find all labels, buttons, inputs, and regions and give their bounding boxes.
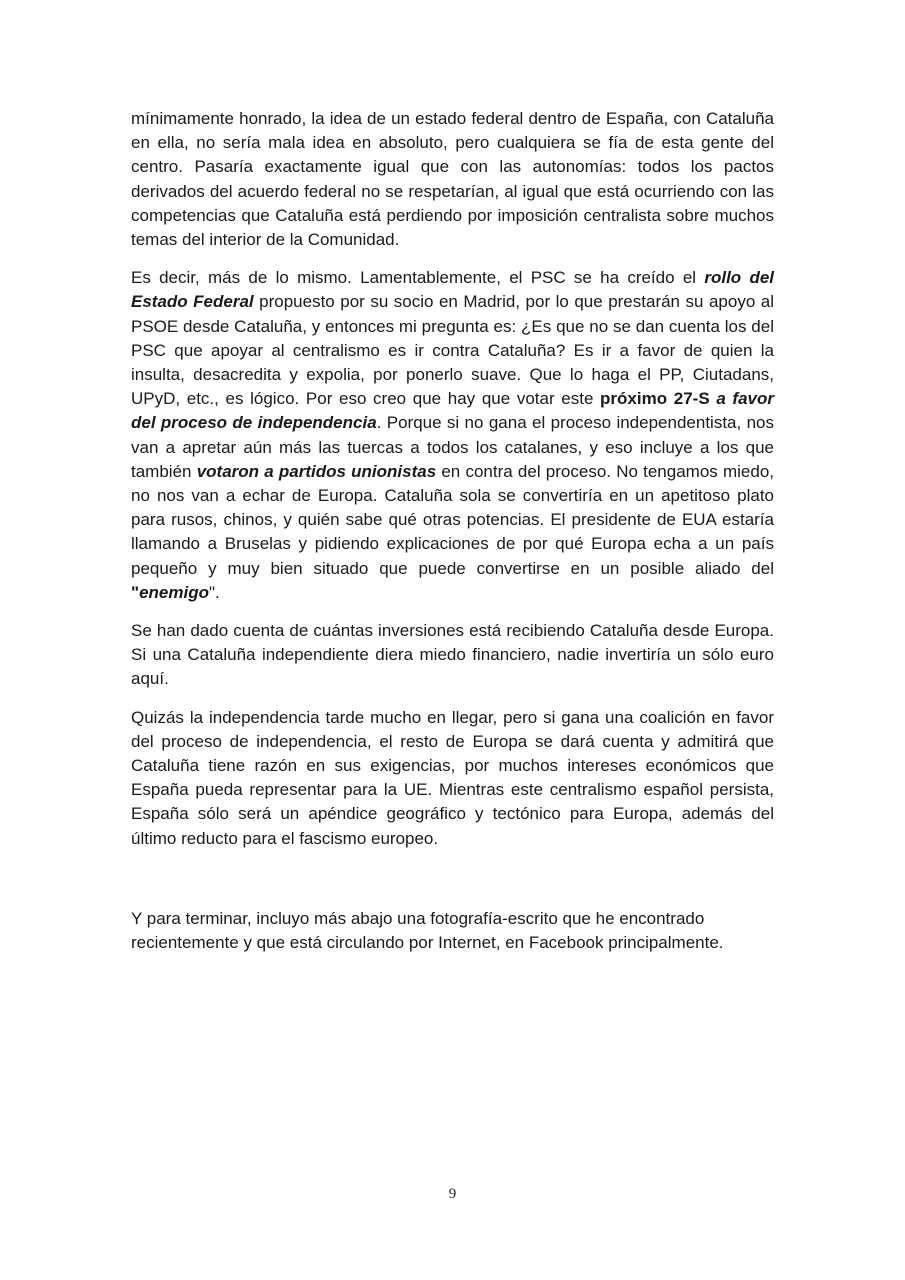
paragraph-5: Y para terminar, incluyo más abajo una fotografía-escrito que he encontrado recientemente y que está circulando por Internet, en Facebook principalmente. <box>131 908 724 953</box>
paragraph-2 <box>131 266 774 605</box>
paragraph-4: Quizás la independencia tarde mucho en llegar, pero si gana una coalición en favor del proceso de independencia, el resto de Europa se dará cuenta y admitirá que Cataluña tiene razón en sus exigencias, por muchos intereses económicos que España pueda representar para la UE. Mientras este centralismo español persista, España sólo será un apéndice geográfico y tectónico para Europa, además del último reducto para el fascismo europeo. <box>131 707 774 848</box>
emphasis-a-favor-del-proceso: a favor del proceso de independencia <box>131 389 774 433</box>
emphasis-rollo-estado-federal: rollo del Estado Federal <box>131 268 775 312</box>
page-number: 9 <box>448 1186 457 1202</box>
emphasis-quote-mark: " <box>131 582 140 602</box>
paragraph-2-text-e: en contra del proceso. No tengamos miedo, no nos van a echar de Europa. Cataluña sola se convertiría en un apetitoso plato para rusos, chinos, y quién sabe qué otras potencias. El presidente de EUA estaría llamando a Bruselas y pidiendo explicaciones de por qué Europa echa a un país pequeño y muy bien situado que puede convertirse en un posible aliado del <box>131 461 774 578</box>
paragraph-2-text-a: Es decir, más de lo mismo. Lamentablemente, el PSC se ha creído el <box>131 268 705 288</box>
paragraph-1: mínimamente honrado, la idea de un estado federal dentro de España, con Cataluña en ella, no sería mala idea en absoluto, pero cualquiera se fía de esta gente del centro. Pasaría exactamente igual que con las autonomías: todos los pactos derivados del acuerdo federal no se respetarían, al igual que está ocurriendo con las competencias que Cataluña está perdiendo por imposición centralista sobre muchos temas del interior de la Comunidad. <box>131 109 774 250</box>
paragraph-spacer <box>131 865 774 907</box>
paragraph-2-text-d: . Porque si no gana el proceso independentista, nos van a apretar aún más las tuercas a todos los catalanes, y eso incluye a los que también <box>131 413 774 481</box>
paragraph-3: Se han dado cuenta de cuántas inversiones está recibiendo Cataluña desde Europa. Si una Cataluña independiente diera miedo financiero, nadie invertiría un sólo euro aquí. <box>131 621 774 689</box>
paragraph-2-text-b: propuesto por su socio en Madrid, por lo que prestarán su apoyo al PSOE desde Cataluña, y entonces mi pregunta es: ¿Es que no se dan cuenta los del PSC que apoyar al centralismo es ir contra Cataluña? Es ir a favor de quien la insulta, desacredita y expolia, por ponerlo suave. Que lo haga el PP, Ciutadans, UPyD, etc., es lógico. Por eso creo que hay que votar este <box>131 292 775 409</box>
emphasis-enemigo: enemigo <box>139 582 209 602</box>
emphasis-proximo-27s: próximo 27-S <box>600 389 710 409</box>
body-text <box>131 107 774 969</box>
emphasis-votaron-unionistas: votaron a partidos unionistas <box>196 461 437 481</box>
paragraph-2-text-f: ". <box>208 582 220 602</box>
